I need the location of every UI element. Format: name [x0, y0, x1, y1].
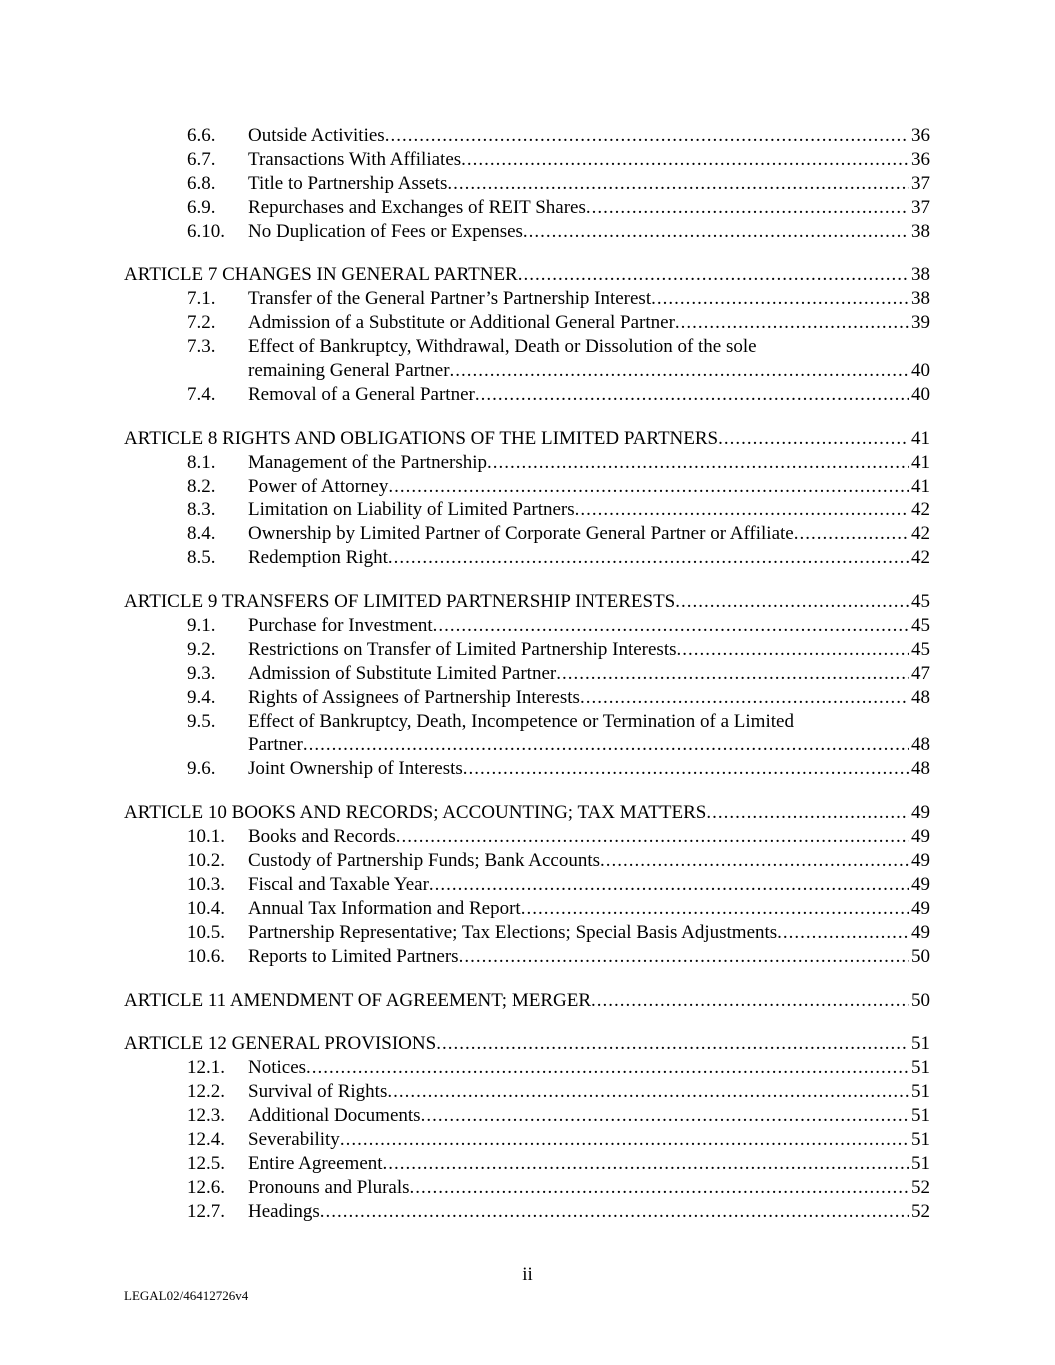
toc-entry-page: 38: [911, 288, 930, 310]
toc-entry-number: 12.6.: [187, 1176, 225, 1198]
toc-entry-page: 49: [911, 850, 930, 872]
toc-entry-title: Reports to Limited Partners: [248, 945, 459, 967]
toc-entry[interactable]: [0, 451, 1055, 475]
toc-entry-title: Effect of Bankruptcy, Death, Incompetence or Termination of a Limited: [248, 710, 794, 732]
toc-entry[interactable]: [0, 1080, 1055, 1104]
dot-leader: [600, 849, 909, 873]
toc-entry-page: 48: [911, 686, 930, 708]
dot-leader: [388, 475, 909, 499]
toc-entry-number: 7.4.: [187, 383, 216, 405]
toc-entry-title: Partnership Representative; Tax Elections; Special Basis Adjustments: [248, 921, 778, 943]
toc-entry-line: [248, 475, 930, 499]
toc-entry-title: Notices: [248, 1057, 307, 1079]
toc-entry-page: 49: [911, 802, 930, 824]
toc-entry-page: 49: [911, 826, 930, 848]
toc-entry[interactable]: [0, 335, 1055, 359]
toc-entry-page: 42: [911, 547, 930, 569]
toc-entry-line: [248, 921, 930, 945]
toc-entry-page: 49: [911, 921, 930, 943]
dot-leader: [580, 686, 909, 710]
toc-article-entry[interactable]: [0, 427, 1055, 451]
toc-entry-page: 51: [911, 1128, 930, 1150]
dot-leader: [586, 196, 909, 220]
dot-leader: [518, 263, 909, 287]
toc-entry-title: Admission of a Substitute or Additional General Partner: [248, 312, 675, 334]
toc-entry[interactable]: [0, 710, 1055, 734]
toc-entry-page: 42: [911, 499, 930, 521]
toc-entry[interactable]: [0, 1200, 1055, 1224]
toc-entry-title: Entire Agreement: [248, 1152, 383, 1174]
toc-entry-title: Pronouns and Plurals: [248, 1176, 410, 1198]
toc-entry[interactable]: [0, 825, 1055, 849]
dot-leader: [450, 359, 909, 383]
toc-entry-page: 41: [911, 475, 930, 497]
table-of-contents: [0, 124, 1055, 1224]
toc-entry-title: Restrictions on Transfer of Limited Partnership Interests: [248, 638, 677, 660]
toc-entry-title: ARTICLE 12 GENERAL PROVISIONS: [124, 1033, 437, 1055]
dot-leader: [303, 733, 909, 757]
toc-entry[interactable]: [0, 475, 1055, 499]
dot-leader: [436, 1032, 909, 1056]
toc-entry-title: Headings: [248, 1200, 320, 1222]
toc-entry-line: [248, 1128, 930, 1152]
toc-entry-title: ARTICLE 10 BOOKS AND RECORDS; ACCOUNTING; TAX MATTERS: [124, 802, 707, 824]
toc-entry-line: [248, 686, 930, 710]
toc-entry-title: Purchase for Investment: [248, 615, 433, 637]
toc-entry-title: ARTICLE 7 CHANGES IN GENERAL PARTNER: [124, 264, 518, 286]
toc-entry-number: 6.10.: [187, 220, 225, 242]
toc-entry-line: [248, 1176, 930, 1200]
toc-entry-line: [248, 172, 930, 196]
dot-leader: [521, 897, 909, 921]
toc-entry-number: 7.2.: [187, 312, 216, 334]
toc-entry[interactable]: [0, 757, 1055, 781]
toc-entry-number: 12.1.: [187, 1057, 225, 1079]
toc-entry[interactable]: [0, 686, 1055, 710]
toc-entry-title: Admission of Substitute Limited Partner: [248, 662, 557, 684]
toc-entry-number: 7.1.: [187, 288, 216, 310]
dot-leader: [429, 873, 909, 897]
toc-article-entry[interactable]: [0, 1032, 1055, 1056]
toc-entry-page: 49: [911, 897, 930, 919]
dot-leader: [461, 148, 909, 172]
dot-leader: [675, 311, 909, 335]
toc-entry[interactable]: [0, 1104, 1055, 1128]
document-id: LEGAL02/46412726v4: [124, 1288, 249, 1303]
toc-entry-page: 49: [911, 873, 930, 895]
toc-entry[interactable]: [0, 311, 1055, 335]
toc-entry-number: 12.3.: [187, 1105, 225, 1127]
toc-entry-title: Fiscal and Taxable Year: [248, 873, 429, 895]
toc-entry-page: 41: [911, 451, 930, 473]
toc-entry-title: Power of Attorney: [248, 475, 389, 497]
toc-entry-page: 51: [911, 1081, 930, 1103]
toc-entry-page: 37: [911, 196, 930, 218]
toc-entry-line: [248, 546, 930, 570]
dot-leader: [421, 1104, 909, 1128]
toc-entry-number: 6.7.: [187, 148, 216, 170]
dot-leader: [320, 1200, 909, 1224]
toc-entry-number: 6.8.: [187, 172, 216, 194]
toc-entry-number: 7.3.: [187, 336, 216, 358]
toc-entry-line: [124, 801, 930, 825]
toc-entry-line: [248, 873, 930, 897]
section-gap: [0, 969, 1055, 989]
toc-entry-line: [248, 1080, 930, 1104]
toc-entry-page: 51: [911, 1057, 930, 1079]
toc-entry-title: Transfer of the General Partner’s Partnership Interest: [248, 288, 652, 310]
toc-entry-number: 9.4.: [187, 686, 216, 708]
toc-entry-line: [248, 1104, 930, 1128]
toc-entry-number: 10.2.: [187, 850, 225, 872]
toc-entry[interactable]: [0, 638, 1055, 662]
toc-entry-page: 38: [911, 220, 930, 242]
dot-leader: [475, 383, 909, 407]
toc-entry-page: 51: [911, 1105, 930, 1127]
toc-entry-title: ARTICLE 9 TRANSFERS OF LIMITED PARTNERSHIP INTERESTS: [124, 591, 676, 613]
toc-entry[interactable]: [0, 196, 1055, 220]
toc-entry[interactable]: [0, 172, 1055, 196]
toc-entry-line: [248, 451, 930, 475]
toc-entry[interactable]: [0, 733, 1055, 757]
toc-entry-title: Books and Records: [248, 826, 396, 848]
toc-entry-line: [248, 220, 930, 244]
dot-leader: [487, 451, 909, 475]
toc-entry-number: 8.2.: [187, 475, 216, 497]
dot-leader: [523, 220, 909, 244]
toc-entry-line: [248, 498, 930, 522]
toc-entry-title: Outside Activities: [248, 125, 385, 146]
toc-entry-page: 50: [911, 945, 930, 967]
dot-leader: [556, 662, 909, 686]
toc-entry-title: Custody of Partnership Funds; Bank Accounts: [248, 850, 601, 872]
dot-leader: [385, 124, 909, 148]
toc-entry-line: [248, 359, 930, 383]
toc-entry-number: 8.3.: [187, 499, 216, 521]
toc-entry-line: [124, 1032, 930, 1056]
dot-leader: [794, 522, 909, 546]
toc-entry-number: 6.6.: [187, 125, 216, 146]
toc-entry-page: 38: [911, 264, 930, 286]
toc-entry[interactable]: [0, 1176, 1055, 1200]
section-gap: [0, 243, 1055, 263]
toc-entry-number: 10.3.: [187, 873, 225, 895]
toc-entry-line: [248, 311, 930, 335]
toc-entry[interactable]: [0, 498, 1055, 522]
section-gap: [0, 781, 1055, 801]
section-gap: [0, 1012, 1055, 1032]
toc-entry-line: [248, 196, 930, 220]
toc-entry-title: ARTICLE 8 RIGHTS AND OBLIGATIONS OF THE LIMITED PARTNERS: [124, 427, 719, 449]
section-gap: [0, 407, 1055, 427]
toc-entry-number: 8.1.: [187, 451, 216, 473]
dot-leader: [410, 1176, 910, 1200]
toc-entry-title: Removal of a General Partner: [248, 383, 475, 405]
toc-entry-number: 9.2.: [187, 638, 216, 660]
toc-entry-line: [248, 1056, 930, 1080]
toc-entry-title: Severability: [248, 1128, 340, 1150]
toc-entry-number: 9.3.: [187, 662, 216, 684]
dot-leader: [433, 614, 909, 638]
toc-entry-line: [248, 757, 930, 781]
toc-entry-title: Transactions With Affiliates: [248, 148, 462, 170]
toc-entry-title: Repurchases and Exchanges of REIT Shares: [248, 196, 586, 218]
toc-entry-number: 12.2.: [187, 1081, 225, 1103]
toc-entry-line: [248, 124, 930, 148]
toc-entry[interactable]: [0, 614, 1055, 638]
toc-entry-line: [248, 825, 930, 849]
toc-entry-line: [248, 1200, 930, 1224]
toc-entry-page: 51: [911, 1152, 930, 1174]
toc-entry-title: ARTICLE 11 AMENDMENT OF AGREEMENT; MERGER: [124, 989, 592, 1011]
toc-entry-page: 52: [911, 1176, 930, 1198]
toc-entry-line: [248, 522, 930, 546]
toc-entry-page: 51: [911, 1033, 930, 1055]
toc-entry-title: No Duplication of Fees or Expenses: [248, 220, 523, 242]
toc-entry[interactable]: [0, 383, 1055, 407]
toc-entry-page: 45: [911, 638, 930, 660]
toc-entry-page: 39: [911, 312, 930, 334]
toc-entry[interactable]: [0, 897, 1055, 921]
dot-leader: [591, 989, 909, 1013]
toc-entry[interactable]: [0, 1056, 1055, 1080]
toc-entry[interactable]: [0, 873, 1055, 897]
toc-entry-title: Joint Ownership of Interests: [248, 758, 463, 780]
toc-entry-number: 10.5.: [187, 921, 225, 943]
toc-article-entry[interactable]: [0, 263, 1055, 287]
toc-entry-line: [248, 662, 930, 686]
dot-leader: [677, 638, 910, 662]
toc-entry-title: Rights of Assignees of Partnership Interests: [248, 686, 580, 708]
toc-entry-line: [248, 614, 930, 638]
toc-entry[interactable]: [0, 662, 1055, 686]
toc-entry-page: 41: [911, 427, 930, 449]
dot-leader: [777, 921, 909, 945]
toc-entry-number: 8.5.: [187, 547, 216, 569]
toc-entry-page: 40: [911, 360, 930, 382]
toc-entry-number: 10.4.: [187, 897, 225, 919]
toc-entry-page: 36: [911, 148, 930, 170]
toc-entry-title: Limitation on Liability of Limited Partners: [248, 499, 575, 521]
toc-entry-line: [248, 849, 930, 873]
toc-entry-number: 6.9.: [187, 196, 216, 218]
toc-entry-page: 37: [911, 172, 930, 194]
toc-entry-page: 40: [911, 383, 930, 405]
toc-entry-line: [248, 287, 930, 311]
toc-entry-page: 45: [911, 615, 930, 637]
toc-entry-line: [248, 945, 930, 969]
dot-leader: [396, 825, 909, 849]
toc-entry-line: [248, 383, 930, 407]
dot-leader: [388, 546, 909, 570]
toc-entry-number: 12.5.: [187, 1152, 225, 1174]
dot-leader: [463, 757, 909, 781]
toc-entry-title: Title to Partnership Assets: [248, 172, 448, 194]
toc-entry-title: Redemption Right: [248, 547, 388, 569]
toc-entry[interactable]: [0, 220, 1055, 244]
toc-entry-title: Effect of Bankruptcy, Withdrawal, Death or Dissolution of the sole: [248, 336, 757, 358]
dot-leader: [459, 945, 909, 969]
dot-leader: [706, 801, 909, 825]
toc-entry-page: 45: [911, 591, 930, 613]
toc-entry[interactable]: [0, 921, 1055, 945]
dot-leader: [383, 1152, 909, 1176]
toc-entry-title: Annual Tax Information and Report: [248, 897, 521, 919]
toc-entry-number: 12.7.: [187, 1200, 225, 1222]
toc-entry[interactable]: [0, 124, 1055, 148]
dot-leader: [675, 590, 909, 614]
toc-entry-line: [124, 989, 930, 1013]
toc-entry[interactable]: [0, 1152, 1055, 1176]
toc-entry-page: 42: [911, 523, 930, 545]
toc-entry[interactable]: [0, 945, 1055, 969]
toc-article-entry[interactable]: [0, 590, 1055, 614]
toc-entry-number: 8.4.: [187, 523, 216, 545]
toc-entry[interactable]: [0, 148, 1055, 172]
toc-entry-title: Management of the Partnership: [248, 451, 488, 473]
toc-entry-line: [248, 1152, 930, 1176]
toc-entry-page: 52: [911, 1200, 930, 1222]
toc-entry-number: 10.1.: [187, 826, 225, 848]
dot-leader: [447, 172, 909, 196]
toc-entry-line: [248, 733, 930, 757]
dot-leader: [718, 427, 909, 451]
toc-entry-number: 12.4.: [187, 1128, 225, 1150]
toc-entry-line: [124, 427, 930, 451]
toc-article-entry[interactable]: [0, 801, 1055, 825]
toc-entry-title: remaining General Partner: [248, 360, 450, 382]
dot-leader: [340, 1128, 909, 1152]
toc-entry-title: Partner: [248, 734, 303, 756]
toc-entry-line: [124, 590, 930, 614]
toc-entry[interactable]: [0, 849, 1055, 873]
toc-entry[interactable]: [0, 522, 1055, 546]
toc-entry[interactable]: [0, 287, 1055, 311]
toc-entry-line: [248, 638, 930, 662]
toc-entry[interactable]: [0, 359, 1055, 383]
toc-entry-page: 48: [911, 734, 930, 756]
toc-entry-page: 50: [911, 989, 930, 1011]
toc-entry-line: [124, 263, 930, 287]
dot-leader: [651, 287, 909, 311]
section-gap: [0, 570, 1055, 590]
toc-entry-number: 9.1.: [187, 615, 216, 637]
toc-entry-title: Ownership by Limited Partner of Corporate General Partner or Affiliate: [248, 523, 794, 545]
toc-entry-title: Survival of Rights: [248, 1081, 388, 1103]
toc-article-entry[interactable]: [0, 989, 1055, 1013]
toc-entry[interactable]: [0, 1128, 1055, 1152]
dot-leader: [575, 498, 909, 522]
toc-entry-page: 36: [911, 125, 930, 146]
dot-leader: [387, 1080, 909, 1104]
toc-entry-line: [248, 897, 930, 921]
toc-entry-page: 48: [911, 758, 930, 780]
dot-leader: [306, 1056, 909, 1080]
toc-entry-number: 10.6.: [187, 945, 225, 967]
toc-entry-line: [248, 148, 930, 172]
page-number: ii: [522, 1264, 533, 1285]
toc-entry-number: 9.5.: [187, 710, 216, 732]
toc-entry-title: Additional Documents: [248, 1105, 421, 1127]
toc-entry-number: 9.6.: [187, 758, 216, 780]
toc-entry[interactable]: [0, 546, 1055, 570]
toc-entry-page: 47: [911, 662, 930, 684]
